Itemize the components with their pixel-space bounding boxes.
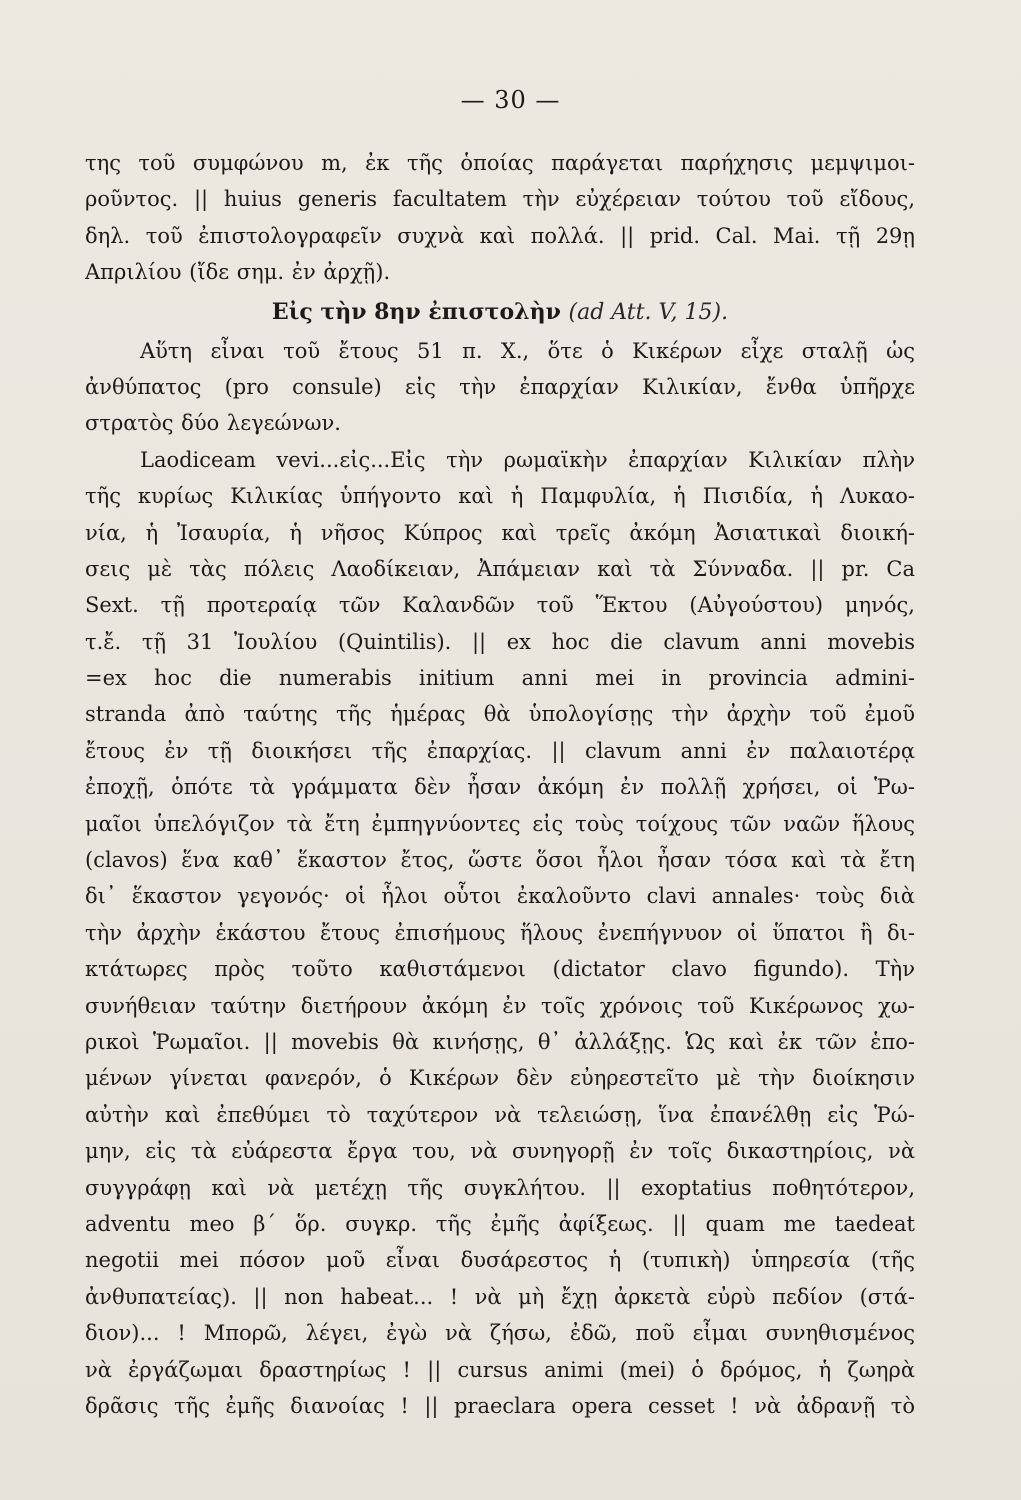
text-line: Αὕτη εἶναι τοῦ ἔτους 51 π. Χ., ὅτε ὁ Κικέρων εἶχε σταλῇ ὡς xyxy=(140,338,915,363)
text-line: κτάτωρες πρὸς τοῦτο καθιστάμενοι (dictator clavo figundo). Τὴν xyxy=(85,957,915,982)
text-line: δρᾶσις τῆς ἐμῆς διανοίας ! || praeclara opera cesset ! νὰ ἀδρανῇ τὸ xyxy=(85,1393,915,1418)
text-line: της τοῦ συμφώνου m, ἐκ τῆς ὁποίας παράγεται παρήχησις μεμψιμοι- xyxy=(85,151,915,175)
text-line: στρατὸς δύο λεγεώνων. xyxy=(85,411,341,436)
text-line: συγγράφῃ καὶ νὰ μετέχῃ τῆς συγκλήτου. || exoptatius ποθητότερον, xyxy=(85,1175,915,1200)
text-line: ροῦντος. || huius generis facultatem τὴν εὐχέρειαν τούτου τοῦ εἴδους, xyxy=(85,187,915,212)
text-line: ἔτους ἐν τῇ διοικήσει τῆς ἐπαρχίας. || clavum anni ἐν παλαιοτέρᾳ xyxy=(85,738,915,763)
text-line: μην, εἰς τὰ εὐάρεστα ἔργα του, νὰ συνηγορῇ ἐν τοῖς δικαστηρίοις, νὰ xyxy=(85,1139,915,1164)
text-line: διον)... ! Μπορῶ, λέγει, ἐγὼ νὰ ζήσω, ἐδῶ, ποῦ εἶμαι συνηθισμένος xyxy=(85,1321,915,1346)
text-line: συνήθειαν ταύτην διετήρουν ἀκόμη ἐν τοῖς χρόνοις τοῦ Κικέρωνος χω- xyxy=(85,993,915,1018)
text-line: ἐποχῇ, ὁπότε τὰ γράμματα δὲν ἦσαν ἀκόμη ἐν πολλῇ χρήσει, οἱ Ῥω- xyxy=(85,775,915,800)
text-line: ρικοὶ Ῥωμαῖοι. || movebis θὰ κινήσῃς, θ᾽ ἀλλάξῃς. Ὡς καὶ ἐκ τῶν ἑπο- xyxy=(85,1029,915,1054)
text-line: δι᾽ ἕκαστον γεγονός· οἱ ἧλοι οὗτοι ἐκαλοῦντο clavi annales· τοὺς διὰ xyxy=(85,884,915,909)
text-line: τὴν ἀρχὴν ἑκάστου ἔτους ἐπισήμους ἥλους ἐνεπήγνυον οἱ ὕπατοι ἢ δι- xyxy=(85,920,915,945)
text-line: ἀνθύπατος (pro consule) εἰς τὴν ἐπαρχίαν Κιλικίαν, ἔνθα ὑπῆρχε xyxy=(85,374,915,399)
text-line: ἀνθυπατείας). || non habeat... ! νὰ μὴ ἔχῃ ἀρκετὰ εὐρὺ πεδίον (στά- xyxy=(85,1284,915,1309)
text-line: τῆς κυρίως Κιλικίας ὑπήγοντο καὶ ἡ Παμφυλία, ἡ Πισιδία, ἡ Λυκαο- xyxy=(85,484,915,509)
page-body xyxy=(85,145,915,1424)
section-heading-title: Εἰς τὴν 8ην ἐπιστολὴν xyxy=(271,298,561,325)
text-line: τ.ἔ. τῇ 31 Ἰουλίου (Quintilis). || ex hoc die clavum anni movebis xyxy=(85,629,915,654)
text-line: νὰ ἐργάζωμαι δραστηρίως ! || cursus animi (mei) ὁ δρόμος, ἡ ζωηρὰ xyxy=(85,1357,915,1382)
text-line: (clavos) ἕνα καθ᾽ ἕκαστον ἔτος, ὥστε ὅσοι ἧλοι ἦσαν τόσα καὶ τὰ ἔτη xyxy=(85,848,915,873)
text-line: stranda ἀπὸ ταύτης τῆς ἡμέρας θὰ ὑπολογίσῃς τὴν ἀρχὴν τοῦ ἐμοῦ xyxy=(85,702,915,727)
text-line: νία, ἡ Ἰσαυρία, ἡ νῆσος Κύπρος καὶ τρεῖς ἀκόμη Ἀσιατικαὶ διοική- xyxy=(85,520,915,545)
text-line: Sext. τῇ προτεραίᾳ τῶν Καλανδῶν τοῦ Ἕκτου (Αὐγούστου) μηνός, xyxy=(85,593,915,618)
text-line: δηλ. τοῦ ἐπιστολογραφεῖν συχνὰ καὶ πολλά. || prid. Cal. Mai. τῇ 29ῃ xyxy=(85,223,915,248)
text-line: Laodiceam vevi...εἰς...Εἰς τὴν ρωμαϊκὴν ἐπαρχίαν Κιλικίαν πλὴν xyxy=(140,447,915,472)
text-line: adventu meo β´ ὅρ. συγκρ. τῆς ἐμῆς ἀφίξεως. || quam me taedeat xyxy=(85,1211,915,1236)
text-line: μένων γίνεται φανερόν, ὁ Κικέρων δὲν εὐηρεστεῖτο μὲ τὴν διοίκησιν xyxy=(85,1066,915,1091)
text-line: negotii mei πόσον μοῦ εἶναι δυσάρεστος ἡ (τυπικὴ) ὑπηρεσία (τῆς xyxy=(85,1248,915,1273)
section-heading-citation: (ad Att. V, 15). xyxy=(568,299,729,325)
text-line: μαῖοι ὑπελόγιζον τὰ ἔτη ἐμπηγνύοντες εἰς τοὺς τοίχους τῶν ναῶν ἥλους xyxy=(85,811,915,836)
text-line: Απριλίου (ἴδε σημ. ἐν ἀρχῇ). xyxy=(85,260,391,285)
section-heading xyxy=(85,291,915,333)
text-line: =ex hoc die numerabis initium anni mei in provincia admini- xyxy=(85,666,915,691)
text-line: αὐτὴν καὶ ἐπεθύμει τὸ ταχύτερον νὰ τελειώσῃ, ἵνα ἐπανέλθῃ εἰς Ῥώ- xyxy=(85,1102,915,1127)
page-number: — 30 — xyxy=(460,86,561,114)
text-line: σεις μὲ τὰς πόλεις Λαοδίκειαν, Ἀπάμειαν καὶ τὰ Σύνναδα. || pr. Ca xyxy=(85,556,915,581)
